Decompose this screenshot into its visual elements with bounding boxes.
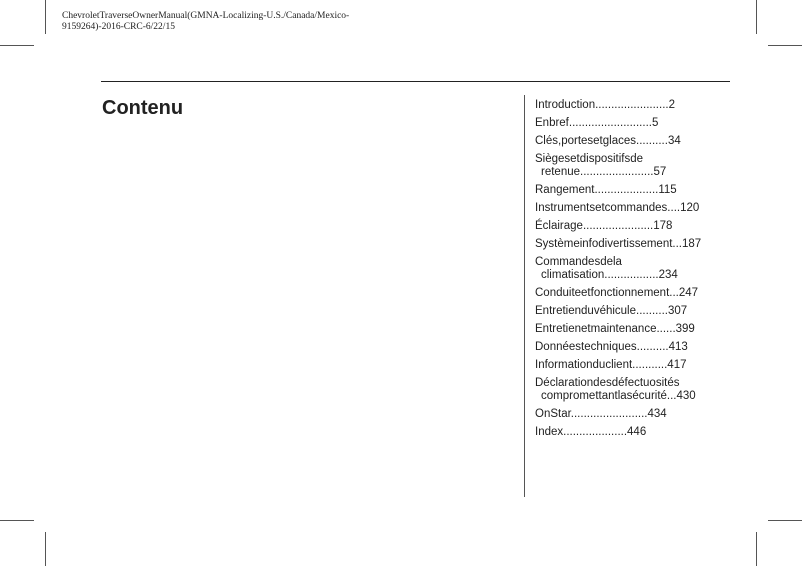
toc-entry-line1: Enbref..........................5 — [535, 117, 659, 129]
manual-id-line2: 9159264)-2016-CRC-6/22/15 — [62, 22, 175, 32]
toc-entry-line1: Éclairage......................178 — [535, 220, 673, 232]
column-divider — [524, 95, 525, 497]
crop-mark — [0, 45, 34, 46]
toc-entry[interactable] — [535, 99, 735, 112]
toc-entry-line2: retenue.......................57 — [541, 166, 667, 178]
toc-entry[interactable] — [535, 256, 735, 282]
manual-id-line1: ChevroletTraverseOwnerManual(GMNA-Localizing-U.S./Canada/Mexico- — [62, 11, 350, 21]
toc-entry[interactable] — [535, 359, 735, 372]
toc-entry[interactable] — [535, 287, 735, 300]
toc-entry-line1: Sièges​et​dispositifs​de — [535, 153, 644, 165]
crop-mark — [768, 520, 802, 521]
crop-mark — [768, 45, 802, 46]
toc-entry-line1: Informationduclient...........417 — [535, 359, 687, 371]
toc-entry-line1: Systèmeinfodivertissement...187 — [535, 238, 702, 250]
toc-entry-line1: Clés,portesetglaces..........34 — [535, 135, 681, 147]
toc-entry-line1: Conduiteetfonctionnement...247 — [535, 287, 699, 299]
crop-mark — [756, 532, 757, 566]
toc-entry[interactable] — [535, 341, 735, 354]
toc-entry[interactable] — [535, 135, 735, 148]
table-of-contents — [535, 99, 735, 444]
page-title: Contenu — [102, 97, 184, 119]
toc-entry[interactable] — [535, 184, 735, 197]
toc-entry-line1: Donnéestechniques..........413 — [535, 341, 688, 353]
toc-entry[interactable] — [535, 238, 735, 251]
toc-entry-line1: Introduction.......................2 — [535, 99, 675, 111]
toc-entry-line1: Entretienduvéhicule..........307 — [535, 305, 688, 317]
toc-entry-line1: Déclarationdesdéfectuosités — [535, 377, 680, 389]
toc-entry[interactable] — [535, 426, 735, 439]
toc-entry[interactable] — [535, 153, 735, 179]
header-rule — [101, 81, 730, 82]
toc-entry[interactable] — [535, 202, 735, 215]
manual-identifier — [62, 11, 422, 33]
toc-entry-line1: Commandesdela — [535, 256, 622, 268]
toc-entry[interactable] — [535, 117, 735, 130]
toc-entry-line1: Rangement....................115 — [535, 184, 677, 196]
crop-mark — [756, 0, 757, 34]
toc-entry-line1: OnStar........................434 — [535, 408, 667, 420]
toc-entry-line1: Entretienetmaintenance......399 — [535, 323, 695, 335]
toc-entry[interactable] — [535, 305, 735, 318]
toc-entry-line2: climatisation.................234 — [541, 269, 678, 281]
toc-entry[interactable] — [535, 323, 735, 336]
toc-entry[interactable] — [535, 408, 735, 421]
crop-mark — [0, 520, 34, 521]
toc-entry[interactable] — [535, 377, 735, 403]
toc-entry-line1: Instrumentsetcommandes....120 — [535, 202, 700, 214]
crop-mark — [45, 0, 46, 34]
toc-entry[interactable] — [535, 220, 735, 233]
toc-entry-line1: Index....................446 — [535, 426, 647, 438]
toc-entry-line2: compromettantlasécurité...430 — [541, 390, 696, 402]
crop-mark — [45, 532, 46, 566]
